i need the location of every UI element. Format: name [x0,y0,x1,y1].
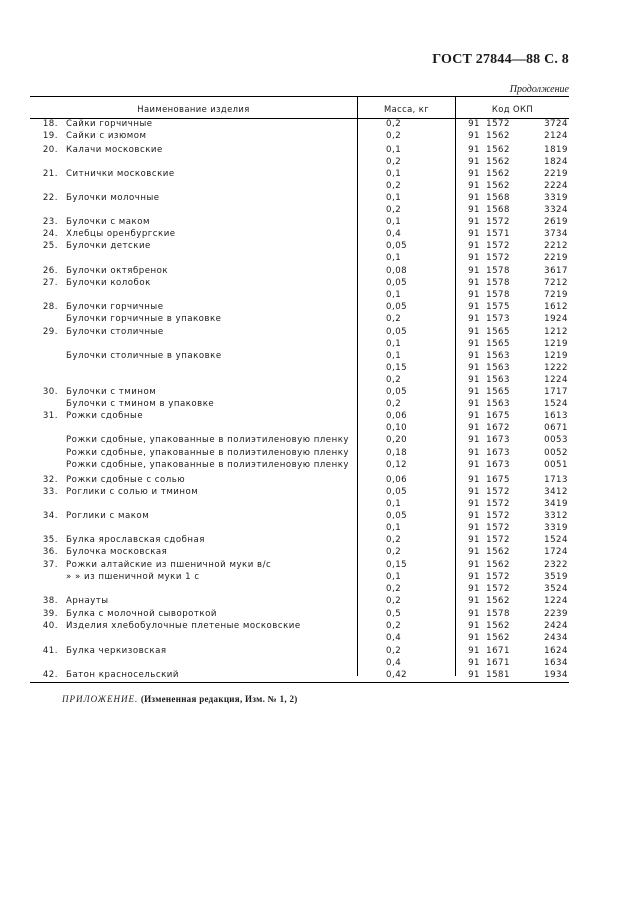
okp-code-part: 91 [468,266,480,276]
okp-code-part: 91 [468,584,480,594]
okp-code-part: 1572 [486,119,510,129]
okp-code-part: 1524 [544,399,568,409]
okp-code-part: 1562 [486,621,510,631]
okp-code-part: 1524 [544,535,568,545]
okp-code-part: 91 [468,646,480,656]
okp-code-part: 91 [468,205,480,215]
product-mass: 0,1 [386,169,402,179]
table-row [0,572,630,584]
product-mass: 0,2 [386,181,402,191]
okp-code-part: 1563 [486,351,510,361]
row-number: 25. [42,241,58,251]
product-mass: 0,2 [386,314,402,324]
product-mass: 0,05 [386,487,408,497]
continuation-label: Продолжение [509,84,569,95]
okp-code-part: 1612 [544,302,568,312]
okp-code-part: 1568 [486,205,510,215]
okp-code-part: 1672 [486,423,510,433]
row-number: 36. [42,547,58,557]
table-row [0,633,630,645]
okp-code-part: 3524 [544,584,568,594]
table-row [0,535,630,547]
okp-code-part: 91 [468,193,480,203]
product-name: Булочки с тмином [66,387,157,397]
okp-code-part: 91 [468,670,480,680]
product-name: Булочка московская [66,547,168,557]
column-header-mass: Масса, кг [383,104,430,114]
okp-code-part: 1563 [486,375,510,385]
product-mass: 0,05 [386,241,408,251]
okp-code-part: 91 [468,448,480,458]
product-mass: 0,2 [386,547,402,557]
product-mass: 0,05 [386,387,408,397]
okp-code-part: 2219 [544,169,568,179]
okp-code-part: 91 [468,253,480,263]
table-row [0,217,630,229]
product-name: Булочки столичные в упаковке [66,351,222,361]
okp-code-part: 91 [468,475,480,485]
okp-code-part: 1222 [544,363,568,373]
okp-code-part: 1568 [486,193,510,203]
product-mass: 0,05 [386,327,408,337]
table-row [0,547,630,559]
okp-code-part: 91 [468,290,480,300]
product-name: Роглики с солью и тмином [66,487,199,497]
product-name: Булочки горчичные [66,302,164,312]
okp-code-part: 1562 [486,131,510,141]
okp-code-part: 1724 [544,547,568,557]
row-number: 32. [42,475,58,485]
okp-code-part: 2239 [544,609,568,619]
product-name: Булочки столичные [66,327,164,337]
okp-code-part: 91 [468,499,480,509]
product-mass: 0,06 [386,411,408,421]
row-number: 24. [42,229,58,239]
okp-code-part: 3419 [544,499,568,509]
product-mass: 0,2 [386,621,402,631]
okp-code-part: 1671 [486,658,510,668]
product-mass: 0,1 [386,351,402,361]
okp-code-part: 91 [468,487,480,497]
okp-code-part: 91 [468,460,480,470]
okp-code-part: 91 [468,278,480,288]
column-header-name: Наименование изделия [137,104,250,114]
table-row [0,658,630,670]
okp-code-part: 1673 [486,448,510,458]
product-mass: 0,1 [386,572,402,582]
product-mass: 0,42 [386,670,408,680]
okp-code-part: 91 [468,375,480,385]
okp-code-part: 1819 [544,145,568,155]
okp-code-part: 1575 [486,302,510,312]
okp-code-part: 1563 [486,399,510,409]
row-number: 34. [42,511,58,521]
okp-code-part: 2219 [544,253,568,263]
okp-code-part: 1675 [486,411,510,421]
table-row [0,511,630,523]
table-row [0,423,630,435]
okp-code-part: 1624 [544,646,568,656]
product-mass: 0,08 [386,266,408,276]
okp-code-part: 1572 [486,523,510,533]
table-row [0,448,630,460]
row-number: 28. [42,302,58,312]
okp-code-part: 3734 [544,229,568,239]
okp-code-part: 91 [468,241,480,251]
row-number: 29. [42,327,58,337]
okp-code-part: 91 [468,596,480,606]
okp-code-part: 1581 [486,670,510,680]
row-number: 27. [42,278,58,288]
okp-code-part: 3617 [544,266,568,276]
okp-code-part: 1224 [544,375,568,385]
product-name: Рожки сдобные [66,411,144,421]
okp-code-part: 2224 [544,181,568,191]
product-name: Булочки октябренок [66,266,169,276]
okp-code-part: 91 [468,302,480,312]
okp-code-part: 91 [468,387,480,397]
table-row [0,646,630,658]
okp-code-part: 1562 [486,145,510,155]
product-mass: 0,1 [386,290,402,300]
okp-code-part: 1565 [486,387,510,397]
okp-code-part: 3319 [544,193,568,203]
okp-code-part: 1572 [486,572,510,582]
table-row [0,278,630,290]
row-number: 33. [42,487,58,497]
okp-code-part: 91 [468,314,480,324]
row-number: 18. [42,119,58,129]
okp-code-part: 91 [468,560,480,570]
okp-code-part: 1562 [486,633,510,643]
table-row [0,523,630,535]
product-mass: 0,20 [386,435,408,445]
okp-code-part: 91 [468,423,480,433]
okp-code-part: 1565 [486,339,510,349]
table-row [0,157,630,169]
product-name: Сайки с изюмом [66,131,147,141]
okp-code-part: 2619 [544,217,568,227]
product-name: Булка с молочной сывороткой [66,609,217,619]
product-mass: 0,2 [386,375,402,385]
okp-code-part: 1572 [486,511,510,521]
table-row [0,131,630,143]
product-mass: 0,05 [386,278,408,288]
table-row [0,169,630,181]
product-name: » » из пшеничной муки 1 с [66,572,200,582]
okp-code-part: 3312 [544,511,568,521]
okp-code-part: 1578 [486,290,510,300]
product-name: Булочки молочные [66,193,160,203]
row-number: 20. [42,145,58,155]
okp-code-part: 91 [468,435,480,445]
product-mass: 0,1 [386,523,402,533]
okp-code-part: 91 [468,131,480,141]
table-row [0,181,630,193]
okp-code-part: 91 [468,658,480,668]
row-number: 26. [42,266,58,276]
okp-code-part: 1571 [486,229,510,239]
table-row [0,596,630,608]
okp-code-part: 1572 [486,535,510,545]
okp-code-part: 0052 [544,448,568,458]
okp-code-part: 1572 [486,487,510,497]
product-mass: 0,06 [386,475,408,485]
product-mass: 0,05 [386,511,408,521]
okp-code-part: 1934 [544,670,568,680]
row-number: 37. [42,560,58,570]
table-row [0,375,630,387]
okp-code-part: 2124 [544,131,568,141]
okp-code-part: 3724 [544,119,568,129]
okp-code-part: 1572 [486,241,510,251]
okp-code-part: 91 [468,523,480,533]
okp-code-part: 1562 [486,560,510,570]
product-mass: 0,1 [386,253,402,263]
okp-code-part: 91 [468,609,480,619]
okp-code-part: 91 [468,339,480,349]
product-name: Булочки горчичные в упаковке [66,314,222,324]
product-name: Калачи московские [66,145,163,155]
okp-code-part: 1212 [544,327,568,337]
product-name: Роглики с маком [66,511,150,521]
okp-code-part: 91 [468,157,480,167]
okp-code-part: 3324 [544,205,568,215]
row-number: 31. [42,411,58,421]
table-row [0,363,630,375]
table-row [0,351,630,363]
product-mass: 0,4 [386,658,402,668]
table-row [0,205,630,217]
product-name: Булка ярославская сдобная [66,535,205,545]
okp-code-part: 1634 [544,658,568,668]
table-row [0,670,630,682]
okp-code-part: 1671 [486,646,510,656]
row-number: 40. [42,621,58,631]
table-row [0,119,630,131]
row-number: 38. [42,596,58,606]
okp-code-part: 0051 [544,460,568,470]
row-number: 23. [42,217,58,227]
product-mass: 0,1 [386,145,402,155]
okp-code-part: 3412 [544,487,568,497]
okp-code-part: 1573 [486,314,510,324]
table-row [0,399,630,411]
okp-code-part: 91 [468,621,480,631]
okp-code-part: 1572 [486,584,510,594]
table-row [0,435,630,447]
okp-code-part: 1224 [544,596,568,606]
product-name: Булочки с маком [66,217,150,227]
product-name: Рожки сдобные, упакованные в полиэтиленовую пленку [66,435,349,445]
okp-code-part: 1924 [544,314,568,324]
row-number: 22. [42,193,58,203]
okp-code-part: 1219 [544,339,568,349]
table-bottom-rule [30,682,569,683]
product-mass: 0,2 [386,157,402,167]
okp-code-part: 1673 [486,435,510,445]
table-top-rule [30,96,569,97]
row-number: 30. [42,387,58,397]
okp-code-part: 91 [468,119,480,129]
product-name: Ситнички московские [66,169,175,179]
okp-code-part: 91 [468,547,480,557]
okp-code-part: 1562 [486,157,510,167]
okp-code-part: 1613 [544,411,568,421]
okp-code-part: 1824 [544,157,568,167]
table-row [0,621,630,633]
okp-code-part: 91 [468,411,480,421]
okp-code-part: 91 [468,181,480,191]
okp-code-part: 7212 [544,278,568,288]
okp-code-part: 3519 [544,572,568,582]
product-name: Рожки сдобные с солью [66,475,186,485]
row-number: 42. [42,670,58,680]
product-mass: 0,15 [386,363,408,373]
product-name: Рожки алтайские из пшеничной муки в/с [66,560,272,570]
table-row [0,229,630,241]
okp-code-part: 1578 [486,278,510,288]
okp-code-part: 1673 [486,460,510,470]
product-mass: 0,2 [386,646,402,656]
product-mass: 0,2 [386,584,402,594]
okp-code-part: 91 [468,217,480,227]
product-name: Рожки сдобные, упакованные в полиэтиленовую пленку [66,460,349,470]
okp-code-part: 1578 [486,609,510,619]
table-row [0,327,630,339]
okp-code-part: 91 [468,363,480,373]
product-name: Хлебцы оренбургские [66,229,176,239]
okp-code-part: 2322 [544,560,568,570]
product-name: Сайки горчичные [66,119,153,129]
product-name: Булочки детские [66,241,151,251]
product-mass: 0,1 [386,217,402,227]
okp-code-part: 91 [468,351,480,361]
table-row [0,290,630,302]
table-row [0,411,630,423]
product-mass: 0,1 [386,339,402,349]
table-row [0,487,630,499]
product-name: Батон красносельский [66,670,179,680]
row-number: 35. [42,535,58,545]
product-mass: 0,05 [386,302,408,312]
okp-code-part: 1562 [486,547,510,557]
table-row [0,314,630,326]
table-row [0,460,630,472]
product-name: Изделия хлебобулочные плетеные московские [66,621,301,631]
okp-code-part: 1675 [486,475,510,485]
okp-code-part: 91 [468,511,480,521]
product-mass: 0,4 [386,229,402,239]
okp-code-part: 2434 [544,633,568,643]
product-mass: 0,1 [386,193,402,203]
okp-code-part: 91 [468,572,480,582]
okp-code-part: 1562 [486,169,510,179]
table-row [0,387,630,399]
appendix-text: (Измененная редакция, Изм. № 1, 2) [140,694,298,704]
okp-code-part: 1713 [544,475,568,485]
product-name: Булочки с тмином в упаковке [66,399,215,409]
product-mass: 0,2 [386,399,402,409]
okp-code-part: 91 [468,229,480,239]
table-row [0,266,630,278]
product-name: Арнауты [66,596,109,606]
okp-code-part: 2424 [544,621,568,631]
product-mass: 0,5 [386,609,402,619]
table-row [0,475,630,487]
table-row [0,339,630,351]
standard-header: ГОСТ 27844—88 С. 8 [432,52,569,67]
product-mass: 0,15 [386,560,408,570]
okp-code-part: 1219 [544,351,568,361]
row-number: 21. [42,169,58,179]
product-mass: 0,10 [386,423,408,433]
product-mass: 0,2 [386,205,402,215]
appendix-label: ПРИЛОЖЕНИЕ. [62,694,139,704]
okp-code-part: 91 [468,399,480,409]
product-mass: 0,2 [386,535,402,545]
table-row [0,609,630,621]
okp-code-part: 91 [468,535,480,545]
okp-code-part: 1563 [486,363,510,373]
table-row [0,193,630,205]
okp-code-part: 0053 [544,435,568,445]
okp-code-part: 1562 [486,181,510,191]
okp-code-part: 1572 [486,499,510,509]
okp-code-part: 91 [468,327,480,337]
table-row [0,584,630,596]
okp-code-part: 1565 [486,327,510,337]
product-name: Рожки сдобные, упакованные в полиэтиленовую пленку [66,448,349,458]
product-mass: 0,2 [386,131,402,141]
okp-code-part: 7219 [544,290,568,300]
okp-code-part: 91 [468,145,480,155]
okp-code-part: 3319 [544,523,568,533]
product-mass: 0,2 [386,596,402,606]
okp-code-part: 91 [468,633,480,643]
table-row [0,241,630,253]
product-mass: 0,2 [386,119,402,129]
product-mass: 0,18 [386,448,408,458]
appendix-note [62,694,298,704]
table-row [0,560,630,572]
okp-code-part: 1572 [486,217,510,227]
okp-code-part: 0671 [544,423,568,433]
table-row [0,302,630,314]
product-mass: 0,1 [386,499,402,509]
product-mass: 0,4 [386,633,402,643]
product-mass: 0,12 [386,460,408,470]
okp-code-part: 91 [468,169,480,179]
okp-code-part: 1562 [486,596,510,606]
table-row [0,499,630,511]
product-name: Булка черкизовская [66,646,167,656]
product-name: Булочки колобок [66,278,151,288]
row-number: 39. [42,609,58,619]
table-row [0,253,630,265]
row-number: 19. [42,131,58,141]
table-row [0,145,630,157]
okp-code-part: 1572 [486,253,510,263]
okp-code-part: 1717 [544,387,568,397]
okp-code-part: 1578 [486,266,510,276]
okp-code-part: 2212 [544,241,568,251]
column-header-okp: Код ОКП [491,104,534,114]
row-number: 41. [42,646,58,656]
